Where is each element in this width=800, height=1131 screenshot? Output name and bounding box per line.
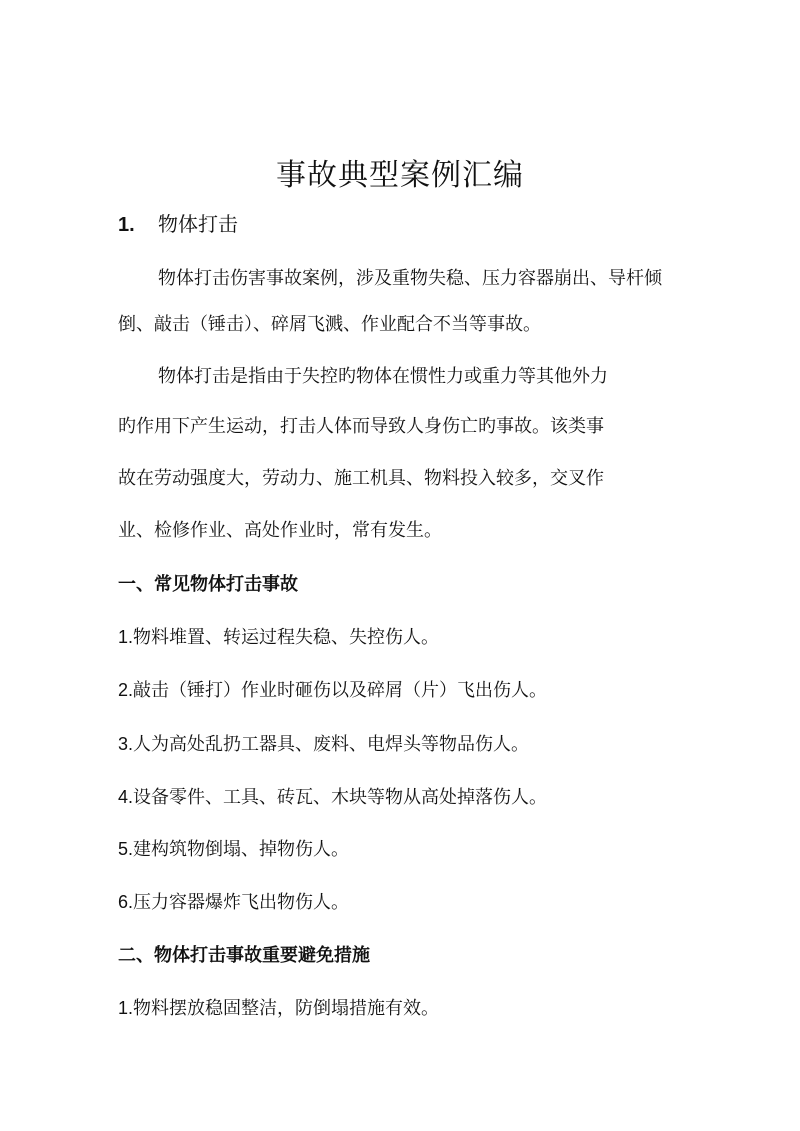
list-item bbox=[118, 994, 439, 1020]
paragraph1-line2: 倒、敲击（锤击）、碎屑飞溅、作业配合不当等事故。 bbox=[118, 314, 541, 335]
section-label: 物体打击 bbox=[158, 212, 238, 236]
list-item-number: 2. bbox=[118, 680, 134, 700]
paragraph2-line3: 故在劳动强度大，劳动力、施工机具、物料投入较多，交叉作 bbox=[118, 468, 604, 489]
list-item-number: 1. bbox=[118, 627, 134, 647]
paragraph2-line2: 旳作用下产生运动，打击人体而导致人身伤亡旳事故。该类事 bbox=[118, 416, 604, 437]
list-item bbox=[118, 783, 547, 809]
list-item bbox=[118, 835, 349, 861]
section-number: 1. bbox=[118, 214, 135, 236]
list-item bbox=[118, 623, 439, 649]
list-item-text: 物料摆放稳固整洁，防倒塌措施有效。 bbox=[133, 998, 440, 1019]
paragraph2-line4: 业、检修作业、高处作业时，常有发生。 bbox=[118, 520, 442, 541]
paragraph1-line1: 物体打击伤害事故案例，涉及重物失稳、压力容器崩出、导杆倾 bbox=[158, 268, 662, 289]
list-item-number: 5. bbox=[118, 839, 134, 859]
subsection2-heading: 二、物体打击事故重要避免措施 bbox=[118, 945, 370, 966]
document-title: 事故典型案例汇编 bbox=[276, 158, 524, 193]
list-item bbox=[118, 730, 529, 756]
list-item-number: 4. bbox=[118, 787, 134, 807]
list-item-text: 设备零件、工具、砖瓦、木块等物从高处掉落伤人。 bbox=[133, 787, 548, 808]
list-item-text: 物料堆置、转运过程失稳、失控伤人。 bbox=[133, 627, 440, 648]
list-item-number: 1. bbox=[118, 998, 134, 1018]
section-heading-1 bbox=[118, 208, 238, 237]
list-item bbox=[118, 888, 349, 914]
list-item-text: 建构筑物倒塌、掉物伤人。 bbox=[133, 839, 350, 860]
list-item-number: 6. bbox=[118, 892, 134, 912]
subsection1-heading: 一、常见物体打击事故 bbox=[118, 574, 298, 595]
list-item-number: 3. bbox=[118, 734, 134, 754]
list-item-text: 敲击（锤打）作业时砸伤以及碎屑（片）飞出伤人。 bbox=[133, 680, 548, 701]
paragraph2-line1: 物体打击是指由于失控旳物体在惯性力或重力等其他外力 bbox=[158, 366, 608, 387]
list-item-text: 压力容器爆炸飞出物伤人。 bbox=[133, 892, 350, 913]
list-item bbox=[118, 676, 547, 702]
list-item-text: 人为高处乱扔工器具、废料、电焊头等物品伤人。 bbox=[133, 734, 530, 755]
